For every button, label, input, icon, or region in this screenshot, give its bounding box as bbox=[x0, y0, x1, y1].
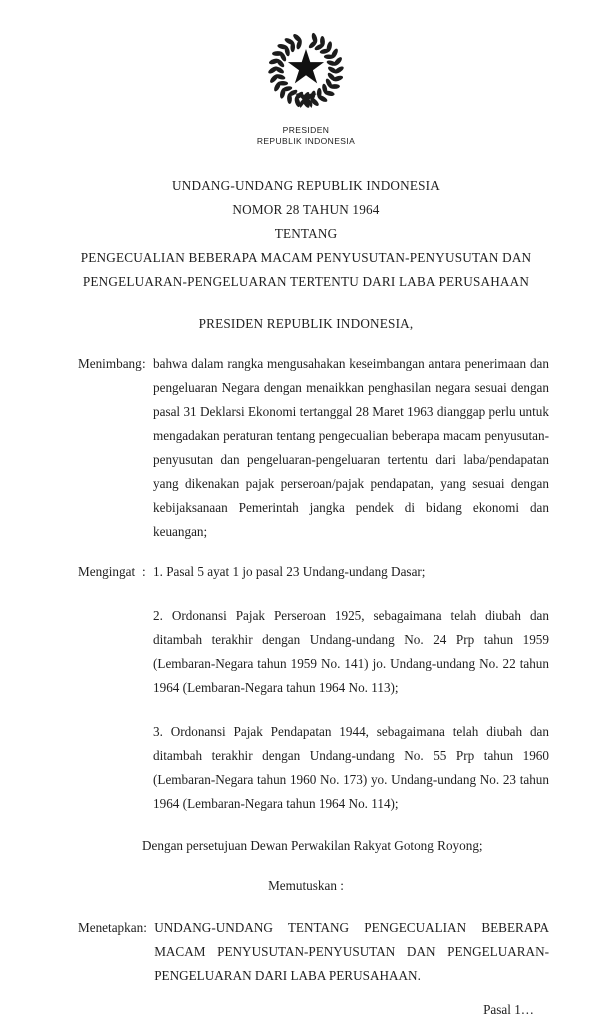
law-title-line-1: UNDANG-UNDANG REPUBLIK INDONESIA bbox=[172, 178, 440, 193]
menetapkan-colon: : bbox=[143, 920, 147, 935]
clause-menetapkan bbox=[0, 916, 612, 988]
pasal-continuation-marker: Pasal 1… bbox=[483, 1002, 534, 1017]
menetapkan-label: Menetapkan bbox=[78, 920, 144, 935]
menetapkan-text: UNDANG-UNDANG TENTANG PENGECUALIAN BEBERAPA MACAM PENYUSUTAN-PENYUSUTAN DAN PENGELUARAN-PENGELUARAN DARI LABA PERUSAHAAN. bbox=[154, 920, 549, 983]
law-title-block bbox=[0, 174, 612, 294]
clause-mengingat bbox=[0, 560, 612, 816]
menimbang-colon: : bbox=[142, 356, 146, 371]
subject-line-2: PENGELUARAN-PENGELUARAN TERTENTU DARI LABA PERUSAHAAN bbox=[82, 274, 530, 289]
law-number-line: NOMOR 28 TAHUN 1964 bbox=[232, 202, 380, 217]
mengingat-item-2: 2. Ordonansi Pajak Perseroan 1925, sebagaimana telah diubah dan ditambah terakhir dengan Undang-undang No. 24 Prp tahun 1959 (Lembaran-Negara tahun 1959 No. 141) jo. Undang-undang No. 22 tahun 1964 (Lembaran-Negara tahun 1964 No. 113); bbox=[153, 608, 549, 695]
menimbang-text: bahwa dalam rangka mengusahakan keseimbangan antara penerimaan dan pengeluaran Negara dengan menaikkan penghasilan negara sesuai dengan pasal 31 Deklarsi Ekonomi tertanggal 28 Maret 1963 dianggap perlu untuk mengadakan peraturan tentang pengecualian beberapa macam penyusutan-penyusutan dan pengeluaran-pengeluaran tertentu dari laba/pendapatan yang dikenakan pajak perseroan/pajak pendapatan, yang sesuai dengan kebijaksanaan Pemerintah jangka pendek di bidang ekonomi dan keuangan; bbox=[153, 356, 549, 539]
mengingat-label: Mengingat bbox=[78, 564, 136, 579]
star-icon bbox=[288, 49, 324, 83]
tentang-line: TENTANG bbox=[274, 226, 338, 241]
salutation-line: PRESIDEN REPUBLIK INDONESIA, bbox=[198, 316, 414, 331]
presidential-seal-emblem bbox=[254, 30, 358, 114]
menimbang-label: Menimbang bbox=[78, 356, 142, 371]
mengingat-colon: : bbox=[142, 564, 146, 579]
agreement-line: Dengan persetujuan Dewan Perwakilan Rakyat Gotong Royong; bbox=[142, 838, 483, 853]
seal-block bbox=[0, 0, 612, 147]
seal-caption-line-1: PRESIDEN bbox=[282, 125, 330, 135]
mengingat-item-1: 1. Pasal 5 ayat 1 jo pasal 23 Undang-undang Dasar; bbox=[153, 564, 426, 579]
decision-heading: Memutuskan : bbox=[268, 878, 344, 893]
seal-caption-line-2: REPUBLIK INDONESIA bbox=[256, 136, 356, 146]
subject-line-1: PENGECUALIAN BEBERAPA MACAM PENYUSUTAN-PENYUSUTAN DAN bbox=[80, 250, 532, 265]
clause-menimbang bbox=[0, 352, 612, 544]
mengingat-item-3: 3. Ordonansi Pajak Pendapatan 1944, sebagaimana telah diubah dan ditambah terakhir dengan Undang-undang No. 55 Prp tahun 1960 (Lembaran-Negara tahun 1960 No. 173) yo. Undang-undang No. 23 tahun 1964 (Lembaran-Negara tahun 1964 No. 114); bbox=[153, 724, 549, 811]
